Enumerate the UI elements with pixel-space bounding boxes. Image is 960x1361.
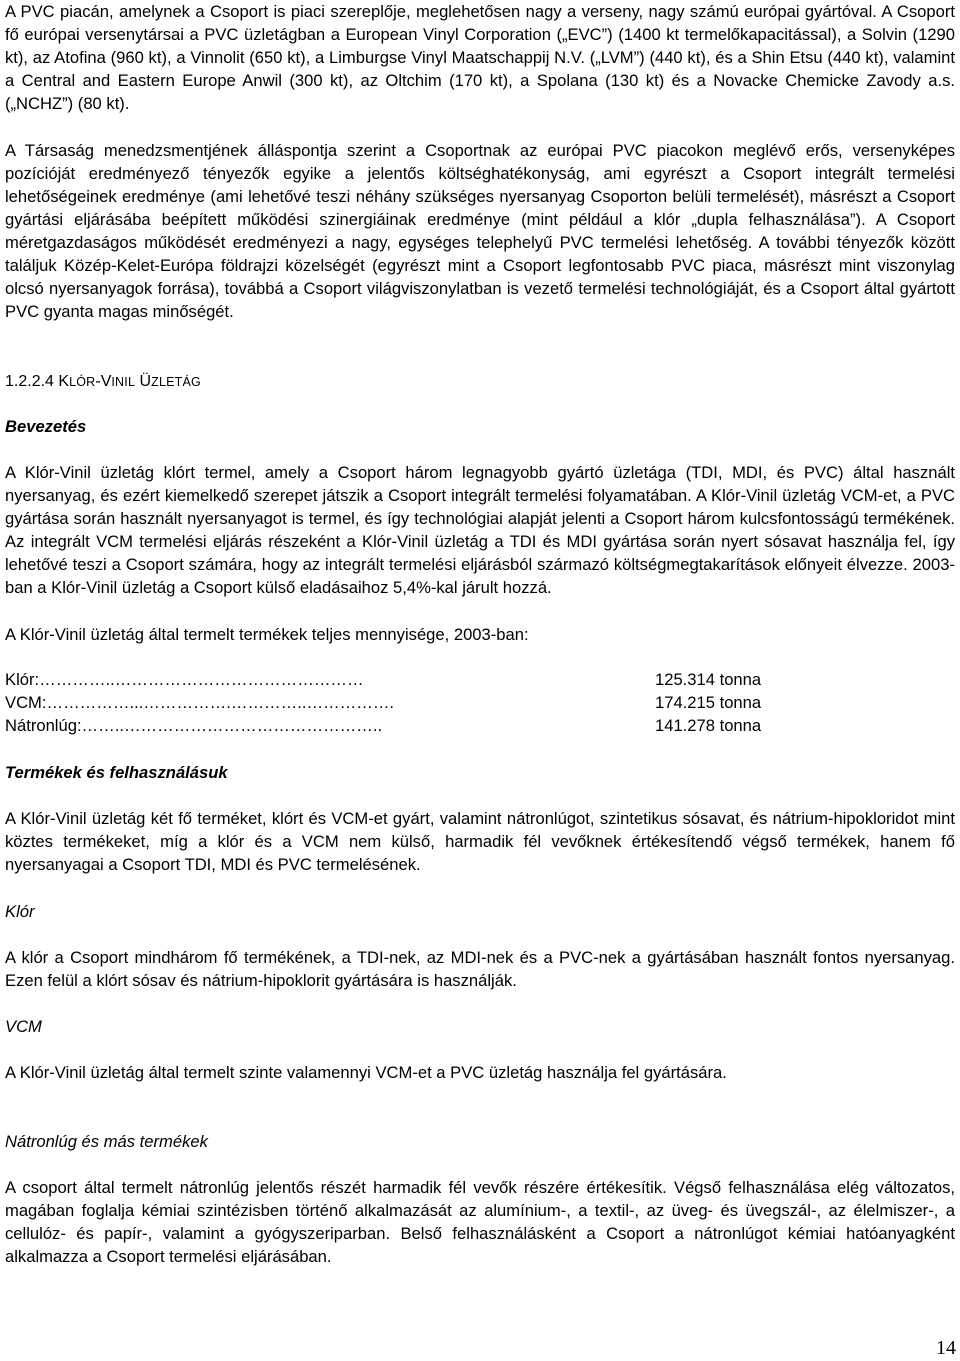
quantity-row — [5, 714, 805, 737]
quantity-value: 125.314 tonna — [655, 670, 762, 689]
quantity-label: VCM:……………...…………….…………..……………. — [5, 693, 395, 712]
subheading-bevezetes: Bevezetés — [5, 417, 87, 436]
paragraph-klor: A klór a Csoport mindhárom fő termékének, a TDI-nek, az MDI-nek és a PVC-nek a gyártásában használt fontos nyersanyag. Ezen felül a klórt sósav és nátrium-hipoklorit gyártására is használják. — [5, 948, 955, 990]
paragraph-intro: A Klór-Vinil üzletág klórt termel, amely a Csoport három legnagyobb gyártó üzletága (TDI, MDI, és PVC) által használt nyersanyag, és ezért kiemelkedő szerepet játszik a Csoport integrált termelési folyamatában. A Klór-Vinil üzletág VCM-et, a PVC gyártása során használt nyersanyagot is termel, és így technológiai alapját jelenti a Csoport három kulcsfontosságú termékének. Az integrált VCM termelési eljárás részeként a Klór-Vinil üzletág a TDI és MDI gyártása során nyert sósavat használja fel, így lehetővé teszi a Csoport számára, hogy az integrált termelési eljárásból származó költségmegtakarítások előnyeit élvezze. 2003-ban a Klór-Vinil üzletág a Csoport külső eladásaihoz 5,4%-kal járult hozzá. — [5, 463, 955, 597]
paragraph-management-view: A Társaság menedzsmentjének álláspontja szerint a Csoportnak az európai PVC piacokon meglévő erős, versenyképes pozícióját eredményező tényezők egyike a jelentős költséghatékonyság, ami egyrészt a Csoport integrált termelési lehetőségeinek eredménye (ami lehetővé teszi néhány szükséges nyersanyag Csoporton belüli termelését), másrészt a Csoport gyártási eljárásába beépített működési szinergiáinak eredménye (mint például a klór „dupla felhasználása”). A Csoport méretgazdaságos működését eredményezi a nagy, egységes telephelyű PVC termelési lehetőség. A további tényezők között találjuk Közép-Kelet-Európa földrajzi közelségét (egyrészt mint a Csoport legfontosabb PVC piaca, másrészt mint viszonylag olcsó nyersanyagok forrása), továbbá a Csoport világviszonylatban is vezető termelési technológiáját, és a Csoport által gyártott PVC gyanta magas minőségét. — [5, 141, 955, 321]
subheading-klor: Klór — [5, 902, 35, 921]
paragraph-vcm: A Klór-Vinil üzletág által termelt szinte valamennyi VCM-et a PVC üzletág használja fel gyártására. — [5, 1063, 727, 1082]
quantity-label: Klór:…………..……………………………………… — [5, 670, 364, 689]
paragraph-competitors: A PVC piacán, amelynek a Csoport is piaci szereplője, meglehetősen nagy a verseny, nagy számú európai gyártóval. A Csoport fő európai versenytársai a PVC üzletágban a European Vinyl Corporation („EVC”) (1400 kt termelőkapacitással), a Solvin (1290 kt), az Atofina (960 kt), a Vinnolit (650 kt), a Limburgse Vinyl Maatschappij N.V. („LVM”) (440 kt), és a Shin Etsu (440 kt), valamint a Central and Eastern Europe Anwil (300 kt), az Oltchim (170 kt), a Spolana (130 kt) és a Novacke Chemicke Zavody a.s. („NCHZ”) (80 kt). — [5, 2, 955, 113]
quantity-row — [5, 691, 805, 714]
section-heading — [5, 370, 201, 394]
quantity-row — [5, 668, 805, 691]
page-number: 14 — [936, 1337, 956, 1359]
paragraph-natronlug: A csoport által termelt nátronlúg jelentős részét harmadik fél vevők részére értékesítik. Végső felhasználása elég változatos, magában foglalja kémiai szintézisben történő alkalmazását az alumínium-, a textil-, az üveg- és üvegszál-, az élelmiszer-, a cellulóz- és papír-, valamint a gyógyszeriparban. Belső felhasználásként a Csoport a nátronlúgot kémiai hatóanyagként alkalmazza a Csoport termelési eljárásában. — [5, 1178, 955, 1266]
production-quantities — [5, 668, 805, 737]
section-number: 1.2.2.4 — [5, 373, 54, 390]
quantity-value: 174.215 tonna — [655, 693, 762, 712]
paragraph-products: A Klór-Vinil üzletág két fő terméket, klórt és VCM-et gyárt, valamint nátronlúgot, szintetikus sósavat, és nátrium-hipokloridot mint köztes termékeket, míg a klór és a VCM nem külső, harmadik fél vevőknek értékesítendő végső termékek, hanem fő nyersanyagai a Csoport TDI, MDI és PVC termelésének. — [5, 809, 955, 874]
quantity-label: Nátronlúg:……..……………………………………….. — [5, 716, 383, 735]
subheading-natronlug: Nátronlúg és más termékek — [5, 1132, 208, 1151]
section-title: KLÓR-VINIL ÜZLETÁG — [58, 373, 201, 390]
quantity-value: 141.278 tonna — [655, 716, 762, 735]
subheading-termekek: Termékek és felhasználásuk — [5, 763, 228, 782]
paragraph-production-intro: A Klór-Vinil üzletág által termelt termékek teljes mennyisége, 2003-ban: — [5, 625, 529, 644]
subheading-vcm: VCM — [5, 1017, 42, 1036]
